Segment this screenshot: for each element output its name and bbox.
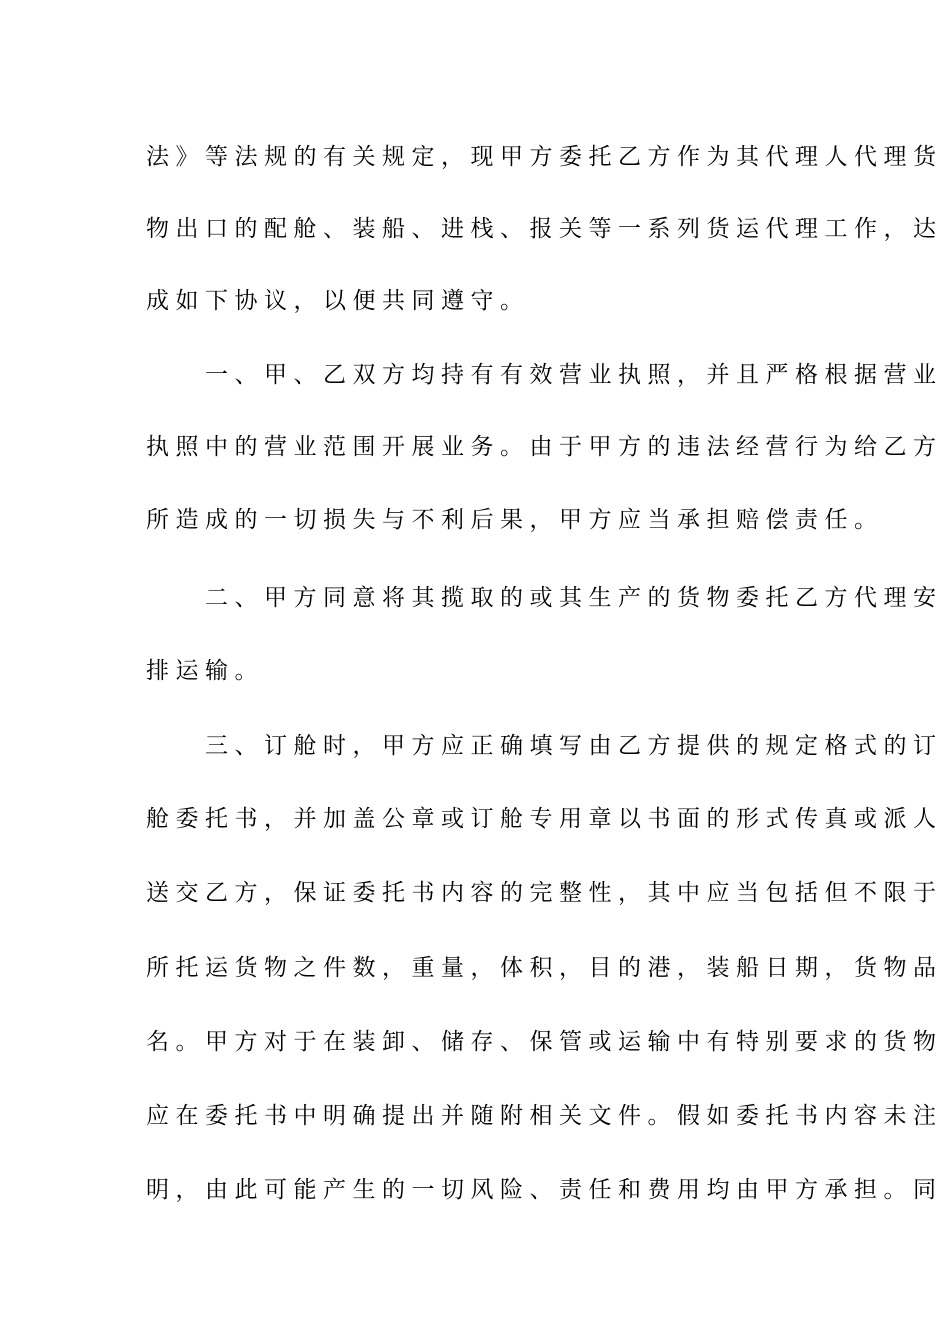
text-line: 舱委托书，并加盖公章或订舱专用章以书面的形式传真或派人 [146,806,943,832]
text-line: 应在委托书中明确提出并随附相关文件。假如委托书内容未注 [146,1103,943,1129]
text-line: 法》等法规的有关规定，现甲方委托乙方作为其代理人代理货 [146,144,943,170]
text-line: 排运输。 [146,658,264,684]
text-line: 执照中的营业范围开展业务。由于甲方的违法经营行为给乙方 [146,434,943,460]
text-line: 所托运货物之件数，重量，体积，目的港，装船日期，货物品 [146,955,943,981]
text-line: 送交乙方，保证委托书内容的完整性，其中应当包括但不限于 [146,880,943,906]
text-line: 所造成的一切损失与不利后果，甲方应当承担赔偿责任。 [146,507,884,533]
text-line: 物出口的配舱、装船、进栈、报关等一系列货运代理工作，达 [146,216,943,242]
text-line: 成如下协议，以便共同遵守。 [146,288,530,314]
text-line: 明，由此可能产生的一切风险、责任和费用均由甲方承担。同 [146,1177,943,1203]
text-line: 二、甲方同意将其揽取的或其生产的货物委托乙方代理安 [146,585,943,611]
text-line: 三、订舱时，甲方应正确填写由乙方提供的规定格式的订 [146,733,943,759]
text-line: 名。甲方对于在装卸、储存、保管或运输中有特别要求的货物 [146,1029,943,1055]
text-line: 一、甲、乙双方均持有有效营业执照，并且严格根据营业 [146,362,943,388]
